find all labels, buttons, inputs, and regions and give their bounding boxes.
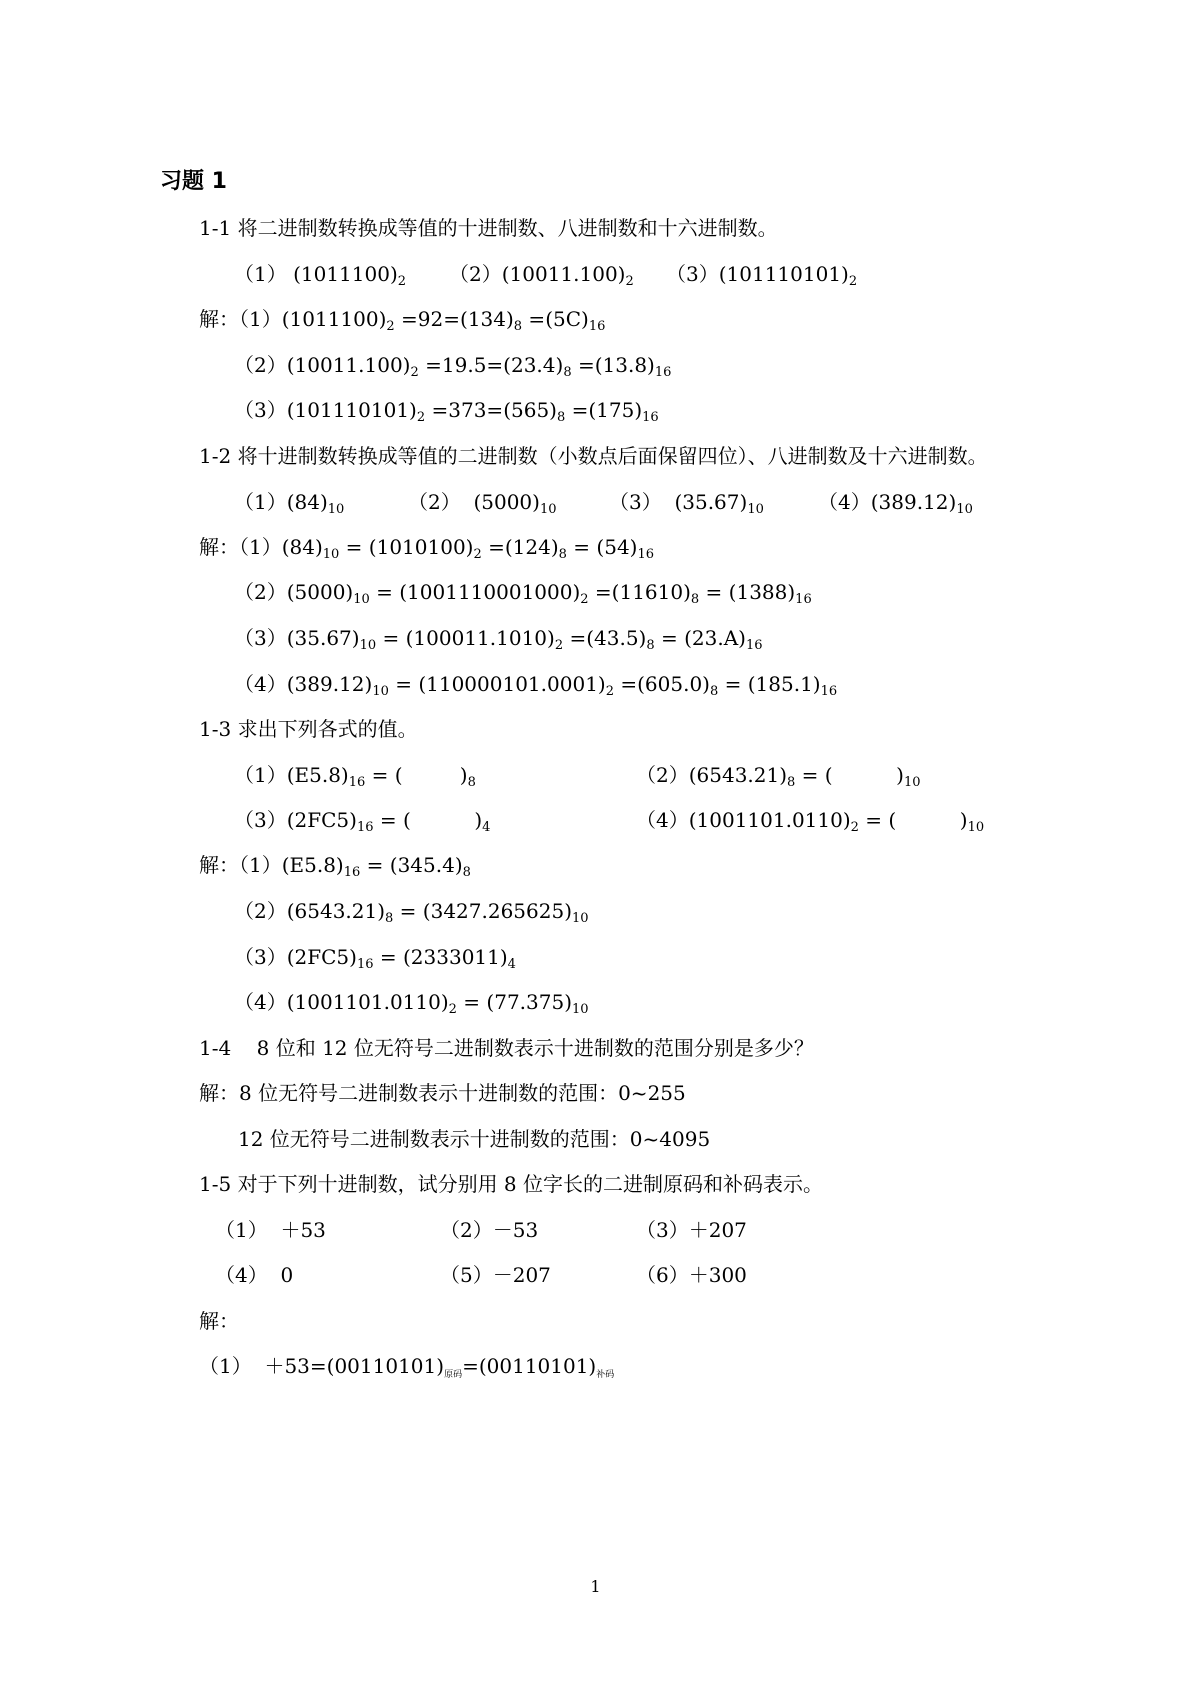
q13-item-2: $(2)(6543.21)_8$ = ( )$_{10}$ xyxy=(636,763,921,790)
q15-item-5: （5）－207 xyxy=(440,1263,551,1287)
q13-item-1: $(1)(E5.8)_{16}$ = ( )$_8$ xyxy=(234,763,476,790)
q13-answer-1: 解：$(1)(E5.8)_{16} = (345.4)_8$ xyxy=(199,853,471,880)
q12-answer-3: $(3)(35.67)_{10} = (100011.1010)_2 =(43.5)_8 = (23.A)_{16}$ xyxy=(234,626,763,653)
q12-item-1: $(1)(84)_{10}$ xyxy=(234,490,345,517)
q14-answer-1: 解：8 位无符号二进制数表示十进制数的范围：0~255 xyxy=(199,1081,686,1105)
q15-item-1: （1） ＋53 xyxy=(215,1218,326,1242)
q15-item-6: （6）＋300 xyxy=(636,1263,747,1287)
q12-answer-1: 解：$(1)(84)_{10} = (1010100)_2 =(124)_8 = (54)_{16}$ xyxy=(199,535,655,562)
q11-answer-2: $(2)(10011.100)_2 =19.5=(23.4)_8 =(13.8)_{16}$ xyxy=(234,353,672,380)
q15-answer-1: $(1) +53=(00110101)_{原码}=(00110101)_{补码}$ xyxy=(199,1354,615,1380)
question-1-1: 1-1 将二进制数转换成等值的十进制数、八进制数和十六进制数。 xyxy=(199,216,778,240)
q13-item-3: $(3)(2FC5)_{16}$ = ( )$_4$ xyxy=(234,808,491,835)
q15-item-4: （4） 0 xyxy=(215,1263,294,1287)
q11-item-2: $(2)(10011.100)_2$ xyxy=(449,262,634,289)
q12-item-2: （2） $(5000)_{10}$ xyxy=(408,490,557,517)
q15-item-2: （2）－53 xyxy=(440,1218,539,1242)
q15-item-3: （3）＋207 xyxy=(636,1218,747,1242)
q11-answer-1: 解：$(1)(1011100)_2 =92=(134)_8 =(5C)_{16}$ xyxy=(199,307,606,334)
q12-item-3: （3） $(35.67)_{10}$ xyxy=(609,490,764,517)
page-number: 1 xyxy=(590,1577,601,1596)
q13-answer-2: $(2)(6543.21)_8 = (3427.265625)_{10}$ xyxy=(234,899,589,926)
q13-answer-4: $(4)(1001101.0110)_2 = (77.375)_{10}$ xyxy=(234,990,589,1017)
exercise-heading: 习题 1 xyxy=(160,169,227,194)
q13-item-4: $(4)(1001101.0110)_2$ = ( )$_{10}$ xyxy=(636,808,985,835)
question-1-5: 1-5 对于下列十进制数，试分别用 8 位字长的二进制原码和补码表示。 xyxy=(199,1172,824,1196)
question-1-2: 1-2 将十进制数转换成等值的二进制数（小数点后面保留四位）、八进制数及十六进制数。 xyxy=(199,444,988,468)
q14-answer-2: 12 位无符号二进制数表示十进制数的范围：0~4095 xyxy=(238,1127,711,1151)
q12-answer-2: $(2)(5000)_{10} = (1001110001000)_2 =(11610)_8 = (1388)_{16}$ xyxy=(234,580,812,607)
q11-answer-3: $(3)(101110101)_2 =373=(565)_8 =(175)_{16}$ xyxy=(234,398,659,425)
q11-item-3: $(3)(101110101)_2$ xyxy=(666,262,858,289)
question-1-3: 1-3 求出下列各式的值。 xyxy=(199,717,418,741)
q15-answer-label: 解： xyxy=(199,1309,239,1333)
q12-item-4: $(4)(389.12)_{10}$ xyxy=(818,490,973,517)
q11-item-1: （1） $(1011100)_2$ xyxy=(234,262,407,289)
question-1-4: 1-4 8 位和 12 位无符号二进制数表示十进制数的范围分别是多少？ xyxy=(199,1036,814,1060)
q12-answer-4: $(4)(389.12)_{10} = (110000101.0001)_2 =(605.0)_8 = (185.1)_{16}$ xyxy=(234,672,838,699)
q13-answer-3: $(3)(2FC5)_{16} = (2333011)_4$ xyxy=(234,945,516,972)
